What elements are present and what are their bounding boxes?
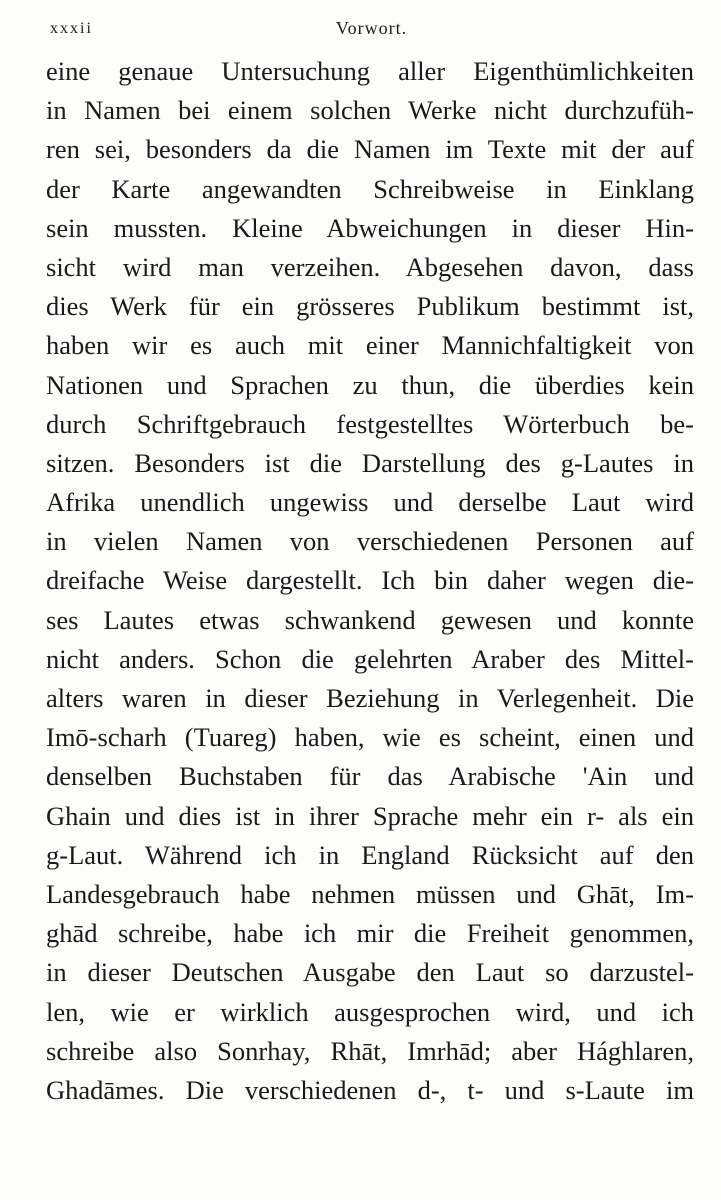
text-line: eine genaue Untersuchung aller Eigenthümlichkeiten xyxy=(46,56,694,86)
text-line: sitzen. Besonders ist die Darstellung des g-Lautes in xyxy=(46,447,694,478)
text-line: in vielen Namen von verschiedenen Personen auf xyxy=(46,526,694,557)
text-line: Imō-scharh (Tuareg) haben, wie es scheint, einen und xyxy=(46,722,694,753)
body-text xyxy=(46,52,694,1110)
text-line: g-Laut. Während ich in England Rücksicht auf den xyxy=(46,839,694,870)
text-line: dies Werk für ein grösseres Publikum bestimmt ist, xyxy=(46,291,694,322)
text-line: in Namen bei einem solchen Werke nicht durchzufüh- xyxy=(46,95,694,126)
text-line: denselben Buchstaben für das Arabische 'Ain und xyxy=(46,761,694,792)
text-line: der Karte angewandten Schreibweise in Einklang xyxy=(46,173,694,204)
text-line: ren sei, besonders da die Namen im Texte mit der auf xyxy=(46,134,694,165)
text-line: schreibe also Sonrhay, Rhāt, Imrhād; aber Hághlaren, xyxy=(46,1035,694,1066)
text-line: Ghain und dies ist in ihrer Sprache mehr ein r- als ein xyxy=(46,800,694,831)
text-line: sicht wird man verzeihen. Abgesehen davon, dass xyxy=(46,251,694,282)
text-line: Nationen und Sprachen zu thun, die überdies kein xyxy=(46,369,694,400)
text-line: dreifache Weise dargestellt. Ich bin daher wegen die- xyxy=(46,565,694,596)
text-line: len, wie er wirklich ausgesprochen wird, und ich xyxy=(46,996,694,1027)
text-line: alters waren in dieser Beziehung in Verlegenheit. Die xyxy=(46,683,694,713)
text-line: ses Lautes etwas schwankend gewesen und konnte xyxy=(46,604,694,635)
text-line: ghād schreibe, habe ich mir die Freiheit genommen, xyxy=(46,918,694,949)
text-line: Landesgebrauch habe nehmen müssen und Ghāt, Im- xyxy=(46,878,694,909)
text-line: in dieser Deutschen Ausgabe den Laut so darzustel- xyxy=(46,957,694,988)
running-head xyxy=(50,14,693,44)
text-line: Afrika unendlich ungewiss und derselbe Laut wird xyxy=(46,487,694,518)
text-line: sein mussten. Kleine Abweichungen in dieser Hin- xyxy=(46,212,694,243)
text-line: haben wir es auch mit einer Mannichfaltigkeit von xyxy=(46,330,694,361)
text-line: nicht anders. Schon die gelehrten Araber des Mittel- xyxy=(46,643,694,674)
text-line: durch Schriftgebrauch festgestelltes Wörterbuch be- xyxy=(46,408,694,439)
section-title: Vorwort. xyxy=(335,18,408,38)
text-line: Ghadāmes. Die verschiedenen d-, t- und s-Laute im xyxy=(46,1074,694,1105)
page-number: xxxii xyxy=(50,20,93,37)
